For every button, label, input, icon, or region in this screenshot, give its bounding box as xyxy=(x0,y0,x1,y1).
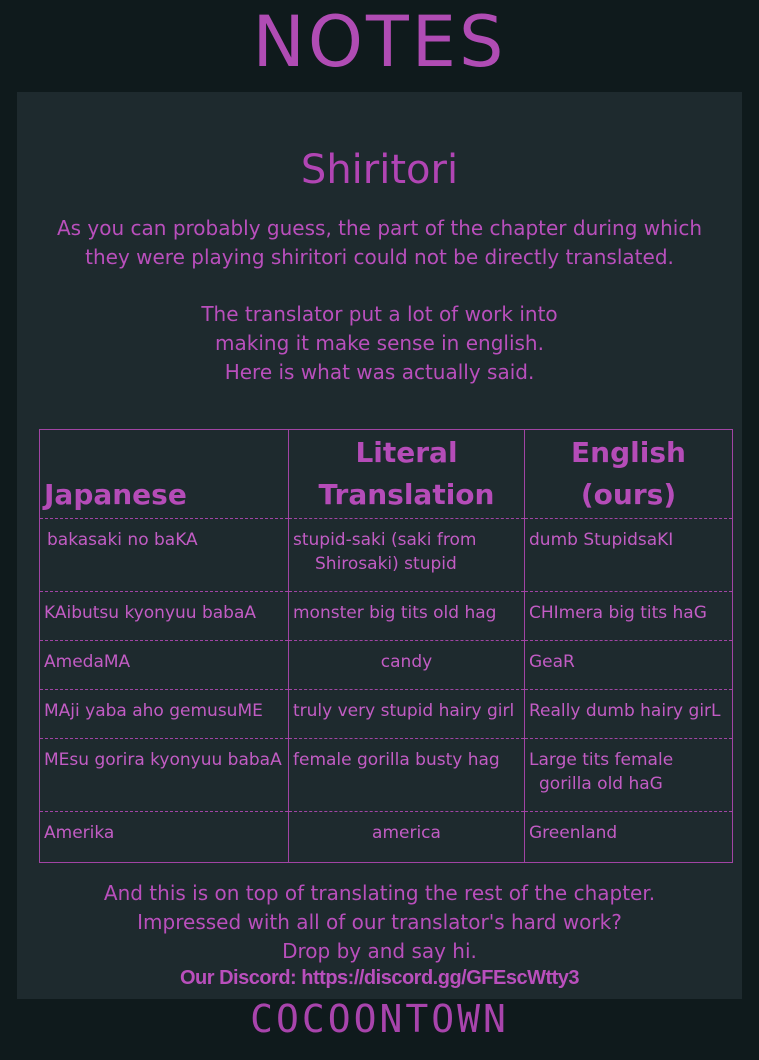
cell-literal: monster big tits old hag xyxy=(289,592,525,641)
cell-english: GeaR xyxy=(525,641,733,690)
cell-japanese: Amerika xyxy=(40,812,289,863)
table-row xyxy=(40,690,733,739)
effort-line: The translator put a lot of work into xyxy=(201,302,558,326)
shiritori-table xyxy=(39,429,733,863)
header-literal-translation: Literal Translation xyxy=(289,430,525,519)
intro-paragraph xyxy=(30,214,729,272)
table-row xyxy=(40,641,733,690)
table-header-row xyxy=(40,430,733,519)
outro-line: Impressed with all of our translator's hard work? xyxy=(137,910,622,934)
cell-english: Large tits female gorilla old haG xyxy=(525,739,733,812)
outro-line: And this is on top of translating the rest of the chapter. xyxy=(103,881,656,905)
cell-literal: truly very stupid hairy girl xyxy=(289,690,525,739)
cell-japanese: bakasaki no baKA xyxy=(40,519,289,592)
effort-paragraph xyxy=(30,300,729,387)
table-row xyxy=(40,592,733,641)
outro-line: Drop by and say hi. xyxy=(282,939,477,963)
cell-literal: female gorilla busty hag xyxy=(289,739,525,812)
table-row xyxy=(40,739,733,812)
cell-english: CHImera big tits haG xyxy=(525,592,733,641)
header-english-ours: English (ours) xyxy=(525,430,733,519)
table-row xyxy=(40,812,733,863)
page-title: NOTES xyxy=(252,1,507,83)
cell-english: dumb StupidsaKI xyxy=(525,519,733,592)
cell-japanese: AmedaMA xyxy=(40,641,289,690)
cell-english: Really dumb hairy girL xyxy=(525,690,733,739)
section-heading: Shiritori xyxy=(300,147,459,193)
effort-line: making it make sense in english. xyxy=(215,331,544,355)
cell-literal: stupid-saki (saki from Shirosaki) stupid xyxy=(289,519,525,592)
cell-literal: america xyxy=(289,812,525,863)
effort-line: Here is what was actually said. xyxy=(224,360,535,384)
discord-link[interactable]: Our Discord: https://discord.gg/GFEscWtty3 xyxy=(179,967,580,989)
header-japanese: Japanese xyxy=(40,430,289,519)
cell-literal: candy xyxy=(289,641,525,690)
cell-japanese: MAji yaba aho gemusuME xyxy=(40,690,289,739)
table-row xyxy=(40,519,733,592)
intro-line: As you can probably guess, the part of the chapter during which xyxy=(56,216,703,240)
outro-paragraph xyxy=(30,879,729,966)
cell-japanese: KAibutsu kyonyuu babaA xyxy=(40,592,289,641)
cell-japanese: MEsu gorira kyonyuu babaA xyxy=(40,739,289,812)
group-logo-text: COCOONTOWN xyxy=(250,997,509,1041)
intro-line: they were playing shiritori could not be directly translated. xyxy=(85,245,674,269)
cell-english: Greenland xyxy=(525,812,733,863)
